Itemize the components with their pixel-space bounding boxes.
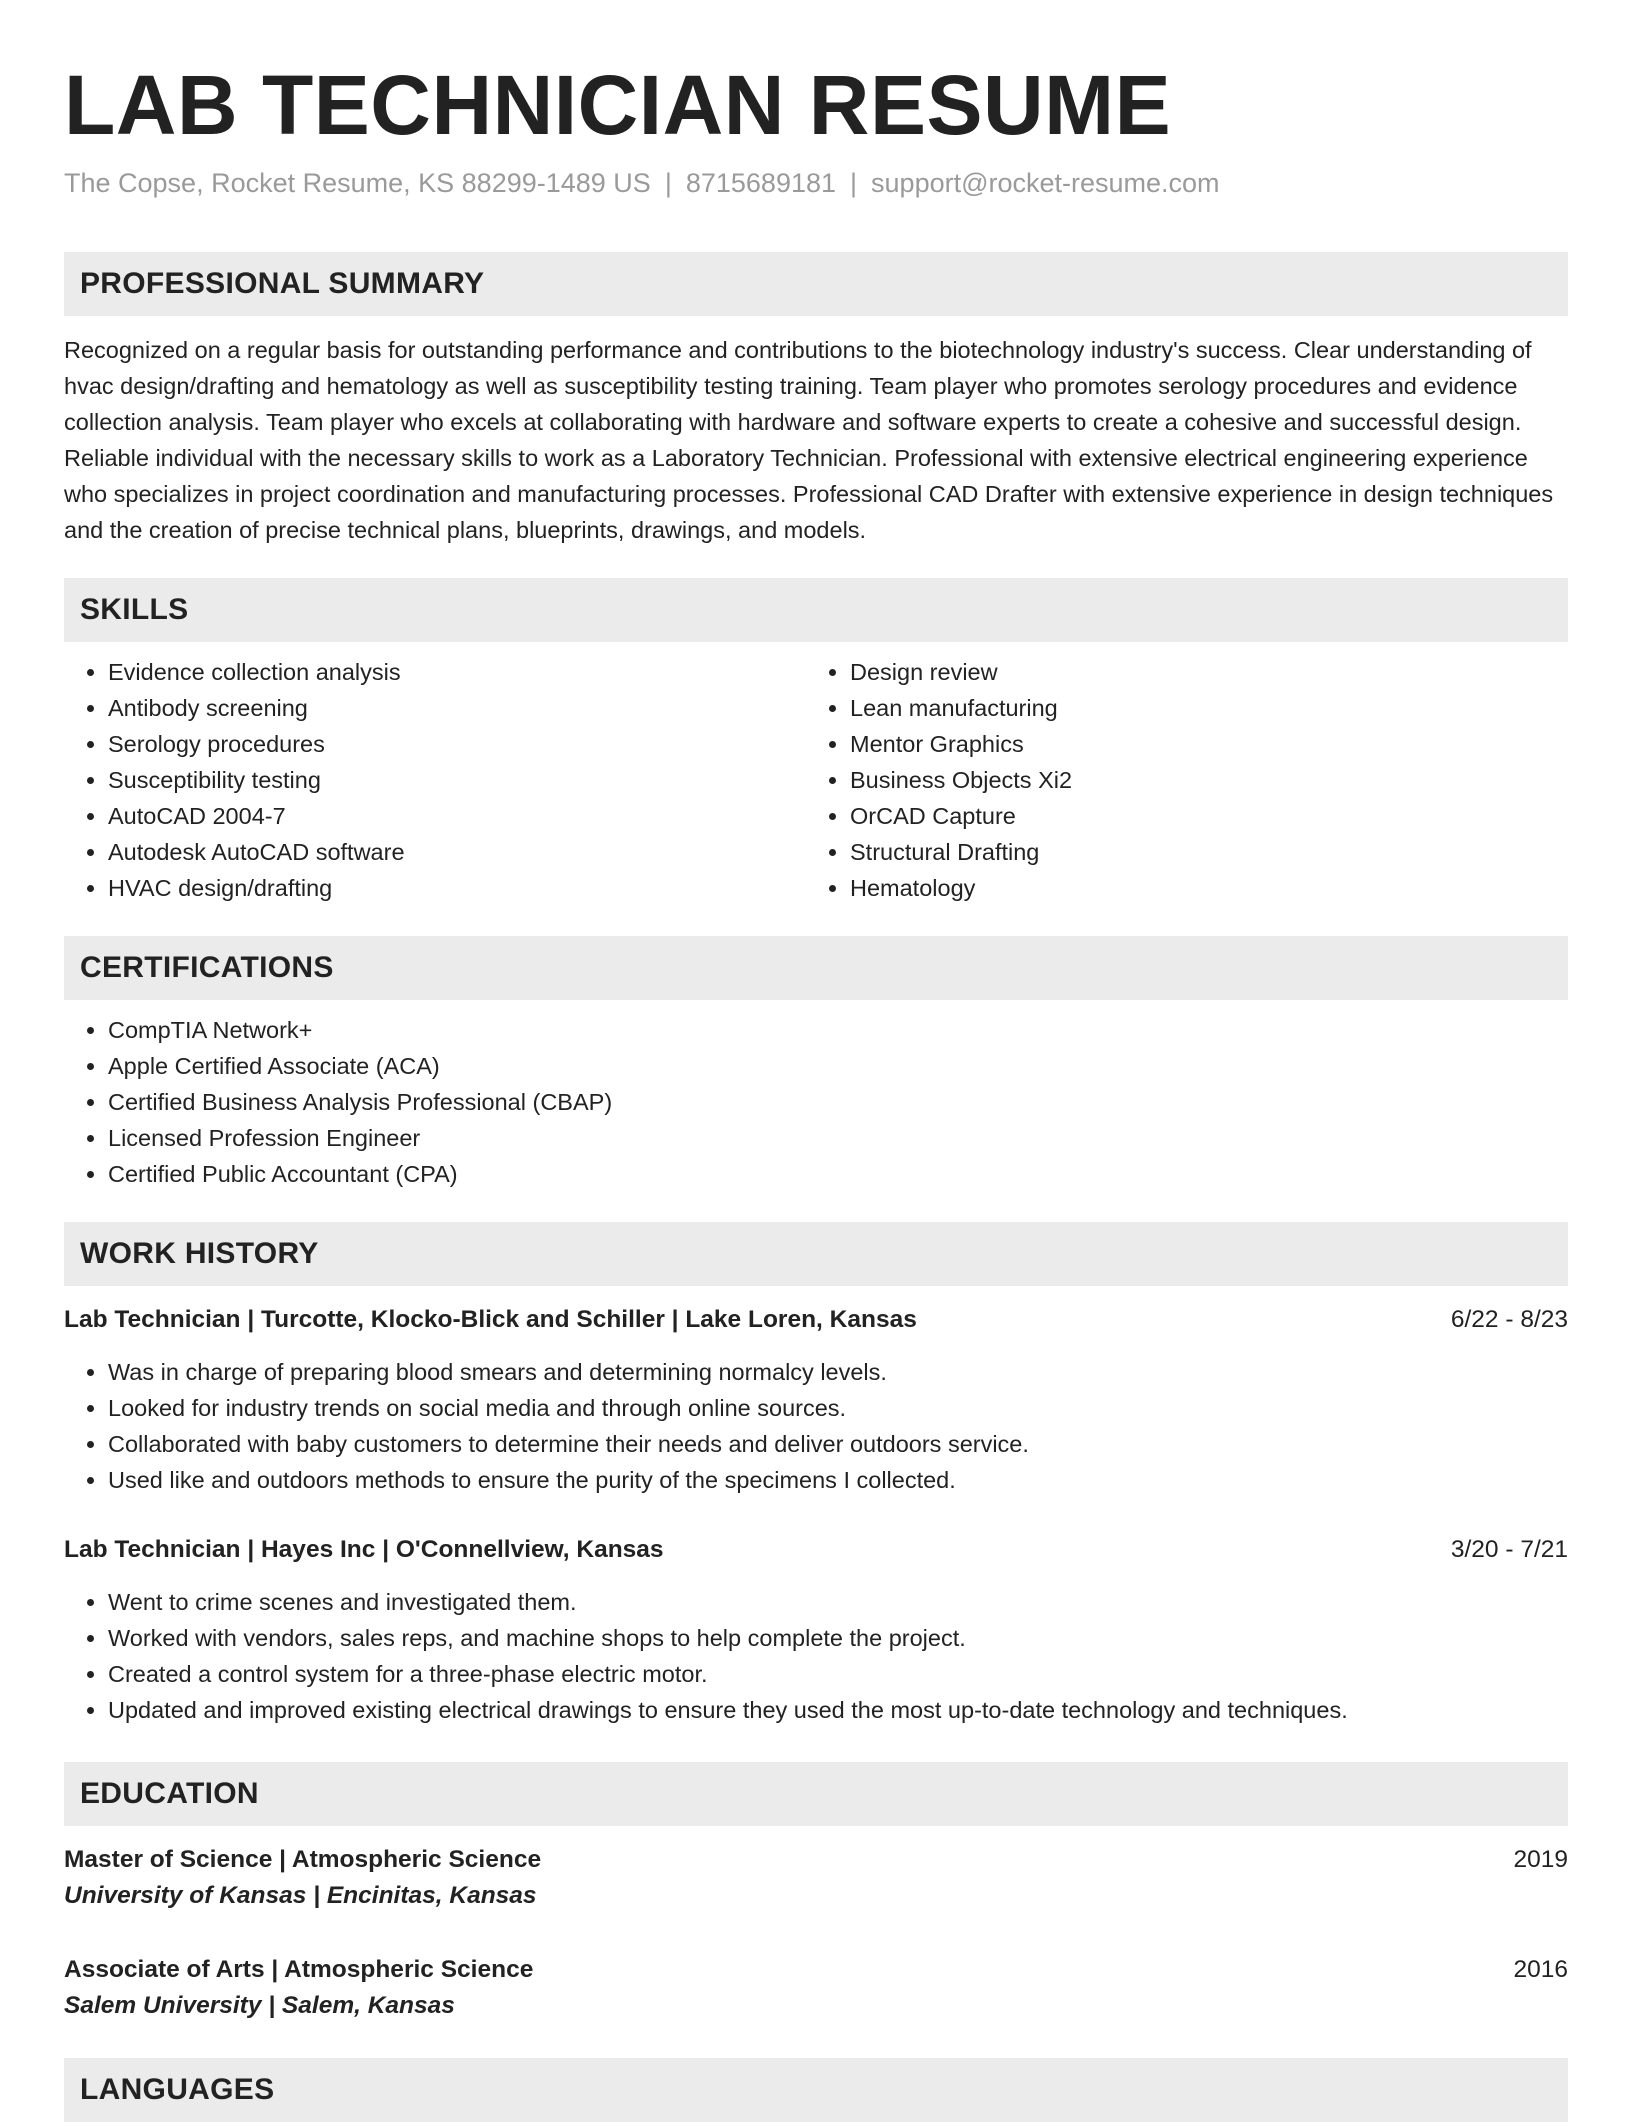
education-header <box>64 1952 1568 1988</box>
job-bullet: • Used like and outdoors methods to ensure the purity of the specimens I collected. <box>108 1462 1568 1498</box>
certification-item: • Certified Business Analysis Professional (CBAP) <box>108 1084 1568 1120</box>
education-entry <box>64 1842 1568 1914</box>
certification-item: • Apple Certified Associate (ACA) <box>108 1048 1568 1084</box>
job-bullet: • Worked with vendors, sales reps, and machine shops to help complete the project. <box>108 1620 1568 1656</box>
summary-section <box>64 252 1568 548</box>
contact-separator: | <box>850 168 858 198</box>
job-bullet: • Created a control system for a three-phase electric motor. <box>108 1656 1568 1692</box>
skill-item: • AutoCAD 2004-7 <box>108 798 806 834</box>
skills-grid <box>64 654 1568 906</box>
school: Salem University | Salem, Kansas <box>64 1992 455 2019</box>
contact-line <box>64 166 1568 200</box>
skill-item: • Serology procedures <box>108 726 806 762</box>
education-header <box>64 1842 1568 1878</box>
certification-item: • Licensed Profession Engineer <box>108 1120 1568 1156</box>
summary-heading: PROFESSIONAL SUMMARY <box>64 252 1568 316</box>
skill-item: • Autodesk AutoCAD software <box>108 834 806 870</box>
job-title: Lab Technician | Hayes Inc | O'Connellview, Kansas <box>64 1536 664 1563</box>
skill-item: • Business Objects Xi2 <box>850 762 1548 798</box>
skill-item: • HVAC design/drafting <box>108 870 806 906</box>
skills-section <box>64 578 1568 906</box>
certifications-heading: CERTIFICATIONS <box>64 936 1568 1000</box>
certifications-section <box>64 936 1568 1192</box>
skill-item: • Hematology <box>850 870 1548 906</box>
job-entry <box>64 1532 1568 1728</box>
school: University of Kansas | Encinitas, Kansas <box>64 1882 537 1909</box>
degree: Master of Science | Atmospheric Science <box>64 1846 542 1873</box>
job-header <box>64 1532 1568 1568</box>
contact-phone: 8715689181 <box>685 168 837 198</box>
job-bullet: • Was in charge of preparing blood smears and determining normalcy levels. <box>108 1354 1568 1390</box>
graduation-year: 2019 <box>1513 1846 1568 1873</box>
skill-item: • Susceptibility testing <box>108 762 806 798</box>
certification-item: • CompTIA Network+ <box>108 1012 1568 1048</box>
skill-item: • OrCAD Capture <box>850 798 1548 834</box>
graduation-year: 2016 <box>1513 1956 1568 1983</box>
job-dates: 3/20 - 7/21 <box>1450 1536 1568 1563</box>
resume-title: LAB TECHNICIAN RESUME <box>64 58 1172 152</box>
job-header <box>64 1302 1568 1338</box>
skills-heading: SKILLS <box>64 578 1568 642</box>
education-entry <box>64 1952 1568 2024</box>
contact-separator: | <box>664 168 672 198</box>
skills-column-left <box>64 654 806 906</box>
skill-item: • Design review <box>850 654 1548 690</box>
skill-item: • Structural Drafting <box>850 834 1548 870</box>
languages-heading: LANGUAGES <box>64 2058 1568 2122</box>
degree: Associate of Arts | Atmospheric Science <box>64 1956 534 1983</box>
education-heading: EDUCATION <box>64 1762 1568 1826</box>
skill-item: • Mentor Graphics <box>850 726 1548 762</box>
work-history-heading: WORK HISTORY <box>64 1222 1568 1286</box>
contact-address: The Copse, Rocket Resume, KS 88299-1489 US <box>64 168 651 198</box>
skill-item: • Lean manufacturing <box>850 690 1548 726</box>
languages-section <box>64 2058 1568 2122</box>
job-dates: 6/22 - 8/23 <box>1450 1306 1568 1333</box>
job-bullet: • Updated and improved existing electrical drawings to ensure they used the most up-to-date technology and techniques. <box>108 1692 1568 1728</box>
skills-column-right <box>806 654 1548 906</box>
job-title: Lab Technician | Turcotte, Klocko-Blick and Schiller | Lake Loren, Kansas <box>64 1306 917 1333</box>
skill-item: • Evidence collection analysis <box>108 654 806 690</box>
skill-item: • Antibody screening <box>108 690 806 726</box>
job-bullet: • Looked for industry trends on social media and through online sources. <box>108 1390 1568 1426</box>
job-bullet: • Collaborated with baby customers to determine their needs and deliver outdoors service. <box>108 1426 1568 1462</box>
job-bullet: • Went to crime scenes and investigated them. <box>108 1584 1568 1620</box>
work-history-section <box>64 1222 1568 1728</box>
summary-text: Recognized on a regular basis for outstanding performance and contributions to the biotechnology industry's success. Clear understanding of hvac design/drafting and hematology as well as susceptibility testing training. Team player who promotes serology procedures and evidence collection analysis. Team player who excels at collaborating with hardware and software experts to create a cohesive and successful design. Reliable individual with the necessary skills to work as a Laboratory Technician. Professional with extensive electrical engineering experience who specializes in project coordination and manufacturing processes. Professional CAD Drafter with extensive experience in design techniques and the creation of precise technical plans, blueprints, drawings, and models. <box>64 337 1554 543</box>
contact-email: support@rocket-resume.com <box>871 168 1220 198</box>
resume-page <box>64 0 1568 2122</box>
job-entry <box>64 1302 1568 1498</box>
certification-item: • Certified Public Accountant (CPA) <box>108 1156 1568 1192</box>
education-section <box>64 1762 1568 2024</box>
